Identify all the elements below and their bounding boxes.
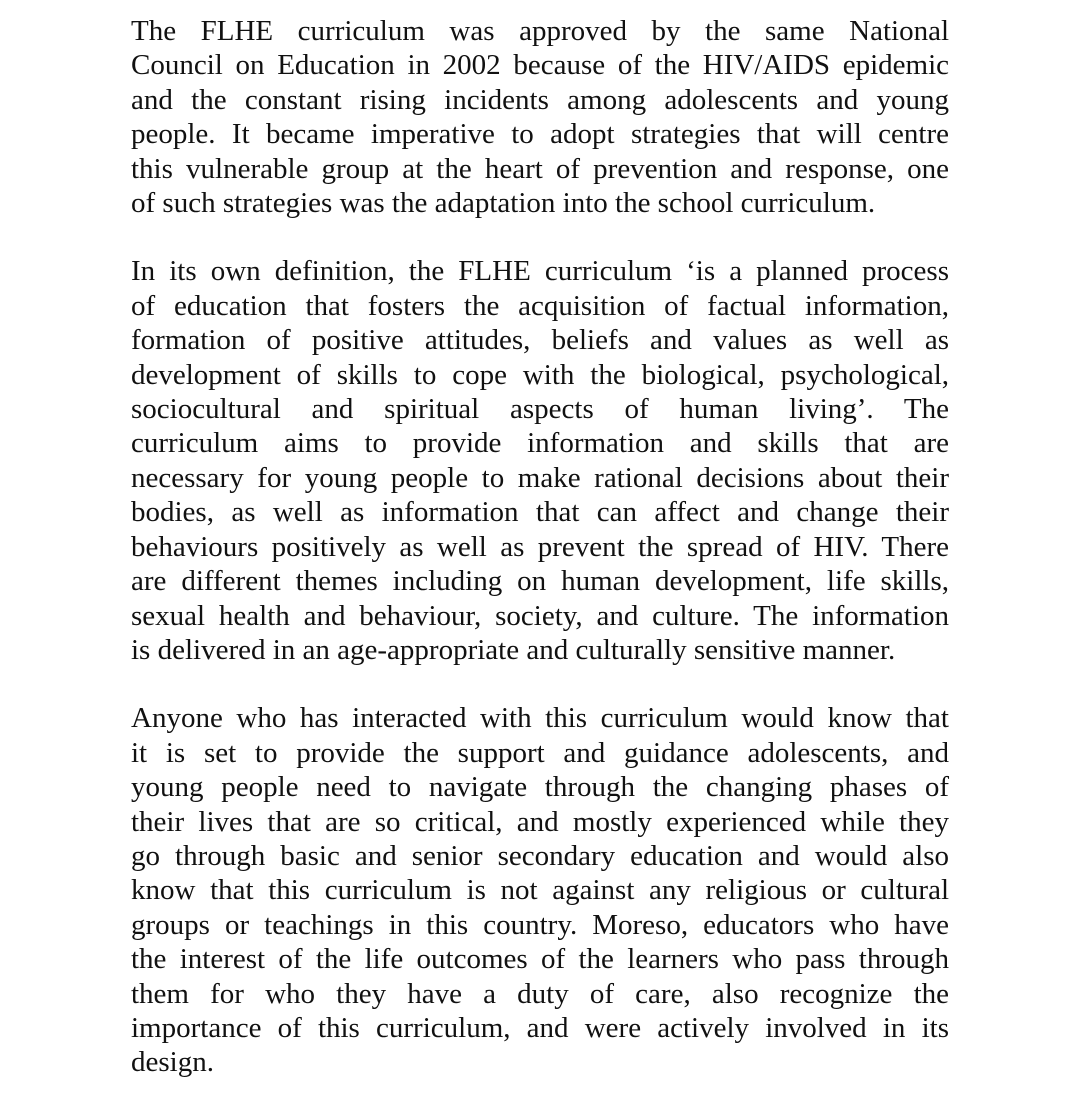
paragraph-1: [131, 14, 949, 220]
text-line: and the constant rising incidents among adolescents and young: [131, 83, 949, 116]
text-line: sociocultural and spiritual aspects of human living’. The: [131, 393, 949, 426]
text-line: The FLHE curriculum was approved by the same National: [131, 15, 949, 47]
text-line: sexual health and behaviour, society, and culture. The information: [131, 599, 949, 632]
text-line: Anyone who has interacted with this curriculum would know that: [131, 702, 949, 735]
text-line: is delivered in an age-appropriate and culturally sensitive manner.: [131, 633, 896, 666]
paragraph-2: [131, 254, 949, 667]
text-line: development of skills to cope with the biological, psychological,: [131, 358, 949, 391]
text-line: bodies, as well as information that can affect and change their: [131, 496, 949, 529]
text-line: people. It became imperative to adopt strategies that will centre: [131, 118, 949, 151]
text-line: In its own definition, the FLHE curriculum ‘is a planned process: [131, 255, 949, 288]
text-line: go through basic and senior secondary education and would also: [131, 839, 949, 872]
text-line: formation of positive attitudes, beliefs and values as well as: [131, 324, 949, 357]
text-line: of education that fosters the acquisition of factual information,: [131, 289, 949, 322]
text-line: them for who they have a duty of care, also recognize the: [131, 977, 949, 1010]
text-line: curriculum aims to provide information and skills that are: [131, 427, 949, 460]
text-line: know that this curriculum is not against any religious or cultural: [131, 874, 949, 907]
text-line: this vulnerable group at the heart of prevention and response, one: [131, 152, 949, 185]
text-line: behaviours positively as well as prevent the spread of HIV. There: [131, 530, 949, 563]
text-line: necessary for young people to make rational decisions about their: [131, 461, 949, 494]
text-line: young people need to navigate through the changing phases of: [131, 771, 949, 804]
paragraph-3: [131, 701, 949, 1079]
text-line: their lives that are so critical, and mostly experienced while they: [131, 805, 949, 838]
text-line: the interest of the life outcomes of the learners who pass through: [131, 943, 949, 976]
text-line: it is set to provide the support and guidance adolescents, and: [131, 736, 949, 769]
text-line: are different themes including on human development, life skills,: [131, 565, 949, 598]
text-line: groups or teachings in this country. Moreso, educators who have: [131, 908, 949, 941]
text-line: of such strategies was the adaptation into the school curriculum.: [131, 187, 876, 220]
text-line: importance of this curriculum, and were actively involved in its: [131, 1011, 949, 1044]
text-line: design.: [131, 1046, 214, 1079]
document-body: [131, 14, 949, 1114]
text-line: Council on Education in 2002 because of the HIV/AIDS epidemic: [131, 49, 949, 82]
